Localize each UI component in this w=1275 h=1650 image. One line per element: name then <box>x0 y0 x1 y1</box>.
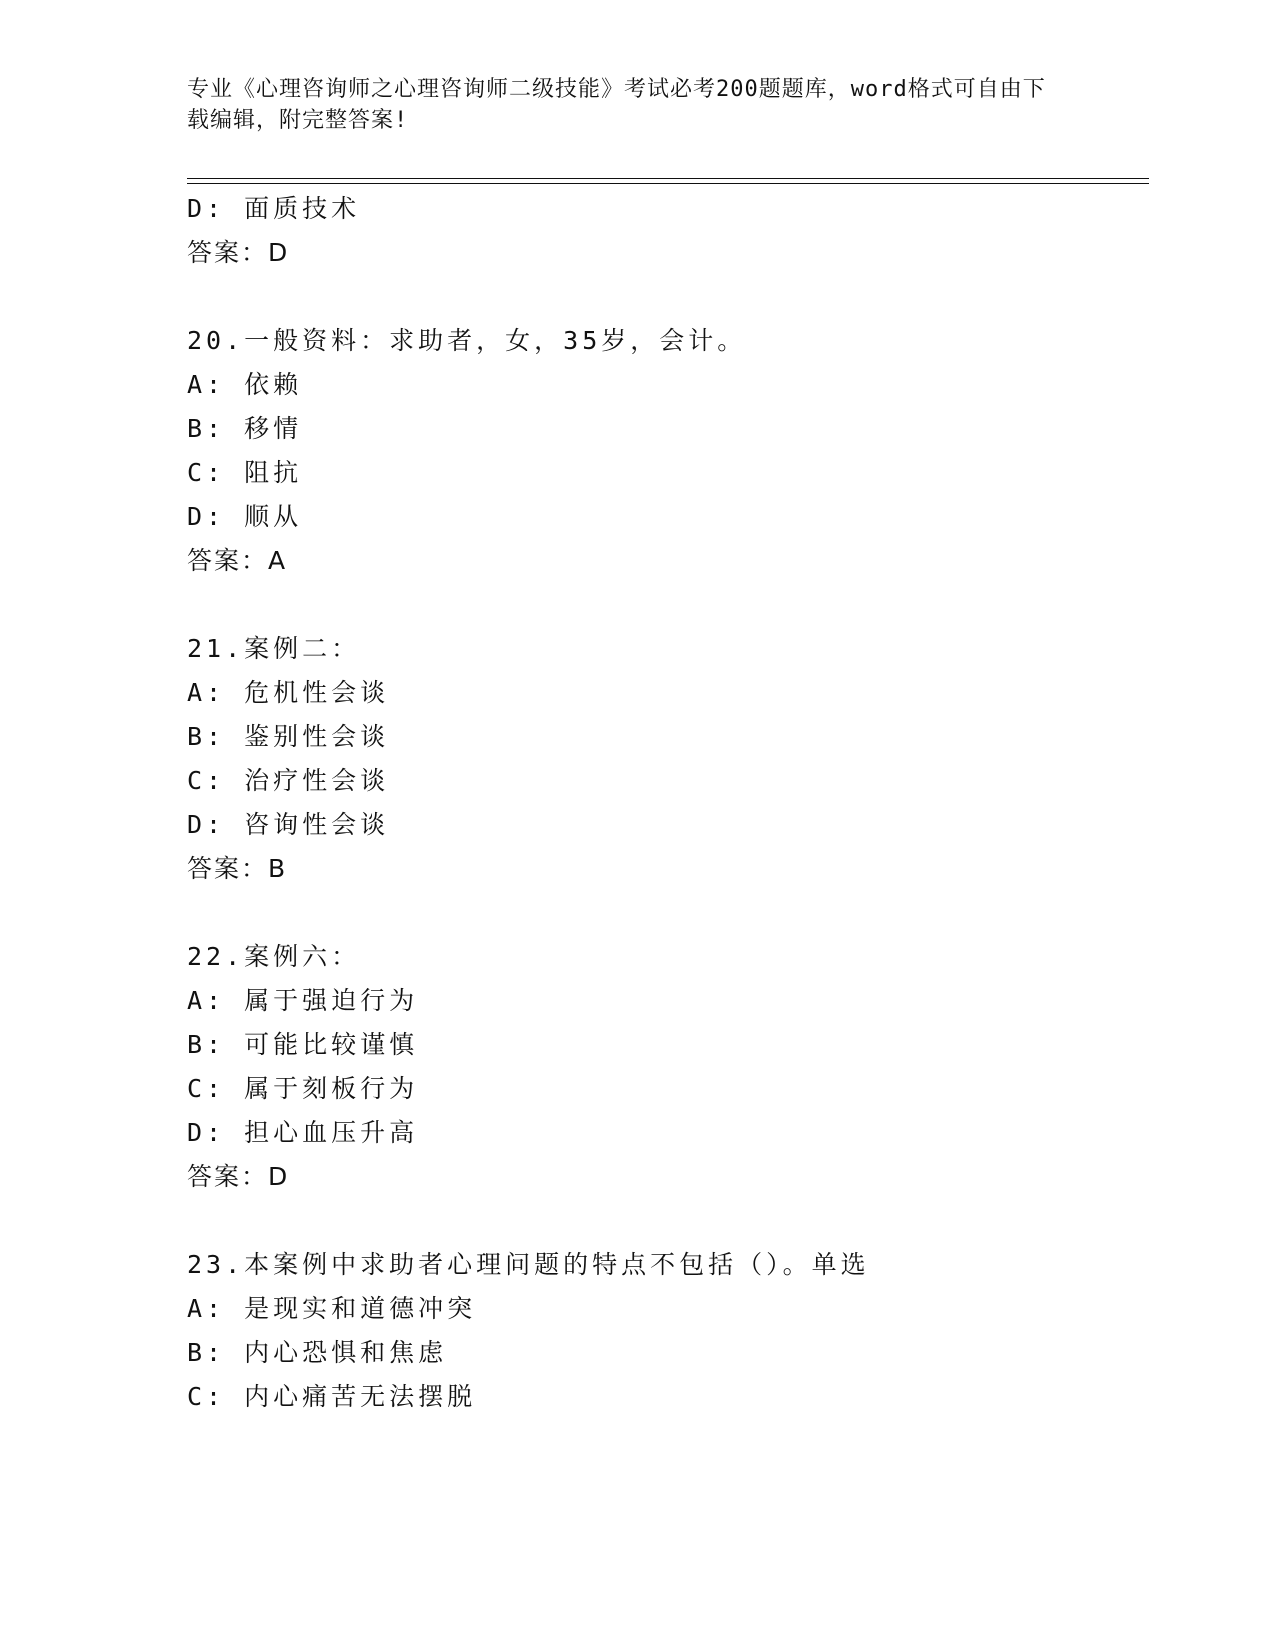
question-stem: 22.案例六： <box>187 942 361 971</box>
option-d: D: 面质技术 <box>187 194 361 223</box>
header-divider-bottom <box>187 183 1149 184</box>
option-a: A: 依赖 <box>187 370 303 399</box>
answer-line: 答案：D <box>187 1162 290 1191</box>
question-stem: 20.一般资料：求助者，女，35岁，会计。 <box>187 326 747 355</box>
option-a: A: 是现实和道德冲突 <box>187 1294 477 1323</box>
answer-line: 答案：D <box>187 238 290 267</box>
option-a: A: 危机性会谈 <box>187 678 390 707</box>
document-header: 专业《心理咨询师之心理咨询师二级技能》考试必考200题题库，word格式可自由下载编辑，附完整答案! <box>187 77 1046 133</box>
question-stem: 23.本案例中求助者心理问题的特点不包括（）。单选 <box>187 1250 870 1279</box>
option-d: D: 担心血压升高 <box>187 1118 419 1147</box>
option-d: D: 顺从 <box>187 502 303 531</box>
option-d: D: 咨询性会谈 <box>187 810 390 839</box>
option-a: A: 属于强迫行为 <box>187 986 419 1015</box>
option-b: B: 移情 <box>187 414 303 443</box>
option-b: B: 内心恐惧和焦虑 <box>187 1338 448 1367</box>
answer-line: 答案：A <box>187 546 288 575</box>
option-c: C: 治疗性会谈 <box>187 766 390 795</box>
option-b: B: 鉴别性会谈 <box>187 722 390 751</box>
option-c: C: 属于刻板行为 <box>187 1074 419 1103</box>
header-divider-top <box>187 178 1149 179</box>
option-c: C: 阻抗 <box>187 458 303 487</box>
option-c: C: 内心痛苦无法摆脱 <box>187 1382 477 1411</box>
question-stem: 21.案例二： <box>187 634 361 663</box>
answer-line: 答案：B <box>187 854 288 883</box>
option-b: B: 可能比较谨慎 <box>187 1030 419 1059</box>
